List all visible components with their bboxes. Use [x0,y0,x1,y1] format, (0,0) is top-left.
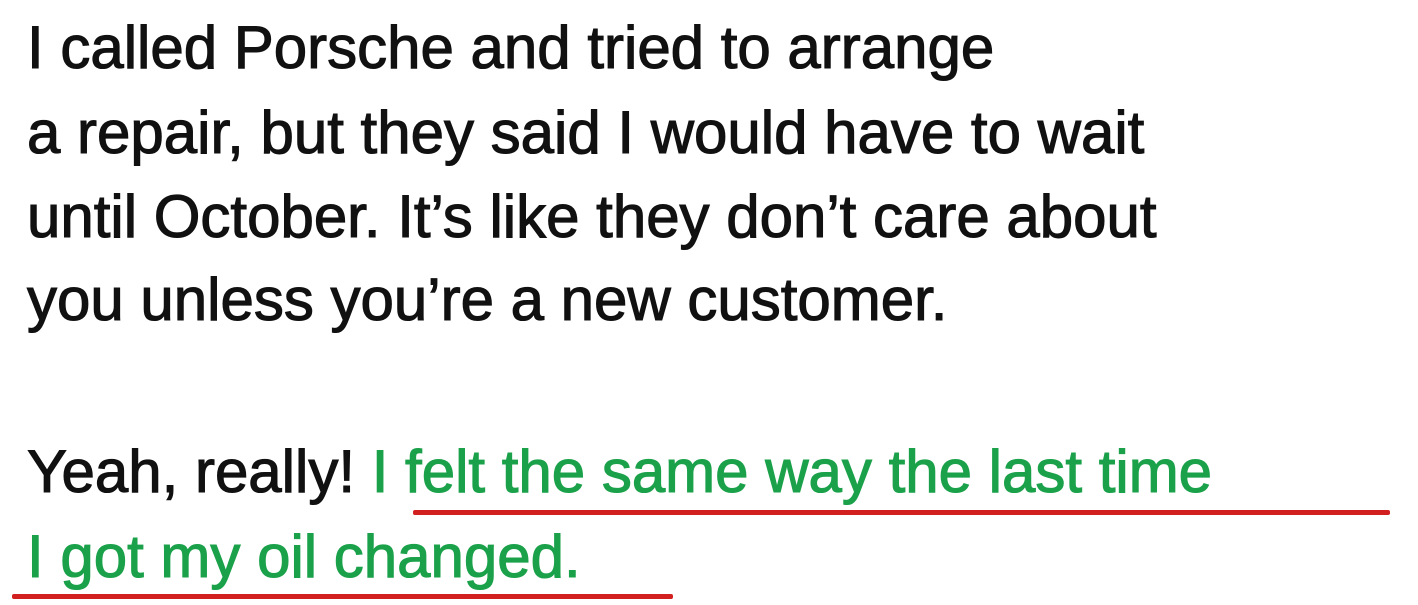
red-underline-2 [12,594,673,599]
paragraph-1-line-3: until October. It’s like they don’t care about [27,183,1157,250]
paragraph-1-line-2: a repair, but they said I would have to wait [27,99,1145,166]
paragraph-2-line-1 [27,438,1213,505]
paragraph-1-line-4: you unless you’re a new customer. [27,266,948,333]
red-underline-1 [413,510,1390,515]
highlighted-phrase-line-1: I felt the same way the last time [371,438,1213,505]
highlighted-phrase-line-2: I got my oil changed. [27,523,581,590]
response-prefix: Yeah, really! [27,438,372,505]
paragraph-1-line-1: I called Porsche and tried to arrange [27,14,995,81]
